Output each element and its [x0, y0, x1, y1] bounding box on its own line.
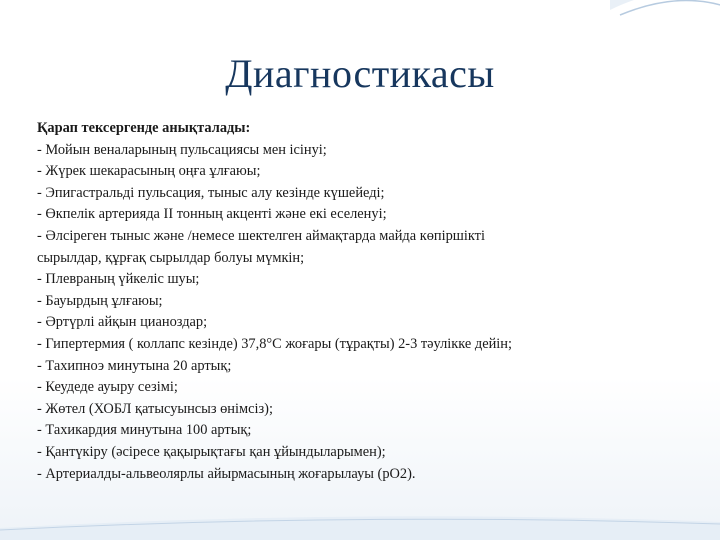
body-line: - Гипертермия ( коллапс кезінде) 37,8°С жоғары (тұрақты) 2-3 тәулікке дейін; — [37, 335, 512, 352]
corner-decoration — [610, 0, 720, 30]
bottom-decoration — [0, 500, 720, 540]
body-line: - Жөтел (ХОБЛ қатысуынсыз өнімсіз); — [37, 400, 273, 417]
body-line: - Тахикардия минутына 100 артық; — [37, 422, 252, 439]
body-line: - Бауырдың ұлғаюы; — [37, 292, 163, 309]
body-line: - Әлсіреген тыныс және /немесе шектелген аймақтарда майда көпіршікті — [37, 227, 485, 244]
body-line: - Өкпелік артерияда II тонның акценті және екі еселенуі; — [37, 206, 387, 223]
body-line: - Қантүкіру (әсіресе қақырықтағы қан ұйындыларымен); — [37, 443, 386, 460]
body-line: сырылдар, құрғақ сырылдар болуы мүмкін; — [37, 249, 305, 266]
body-line: - Тахипноэ минутына 20 артық; — [37, 357, 232, 374]
body-line: - Артериалды-альвеолярлы айырмасының жоғарылауы (рО2). — [37, 465, 416, 482]
body-line: - Жүрек шекарасының оңға ұлғаюы; — [37, 163, 261, 180]
slide-title: Диагностикасы — [225, 51, 495, 96]
body-line: - Плевраның үйкеліс шуы; — [37, 271, 200, 288]
body-line: - Кеудеде ауыру сезімі; — [37, 379, 178, 396]
body-heading: Қарап тексергенде анықталады: — [37, 120, 251, 136]
body-line: - Әртүрлі айқын цианоздар; — [37, 314, 208, 331]
slide-body — [37, 118, 657, 485]
body-line: - Эпигастральді пульсация, тыныс алу кезінде күшейеді; — [37, 184, 385, 201]
body-line: - Мойын веналарының пульсациясы мен ісінуі; — [37, 141, 327, 158]
